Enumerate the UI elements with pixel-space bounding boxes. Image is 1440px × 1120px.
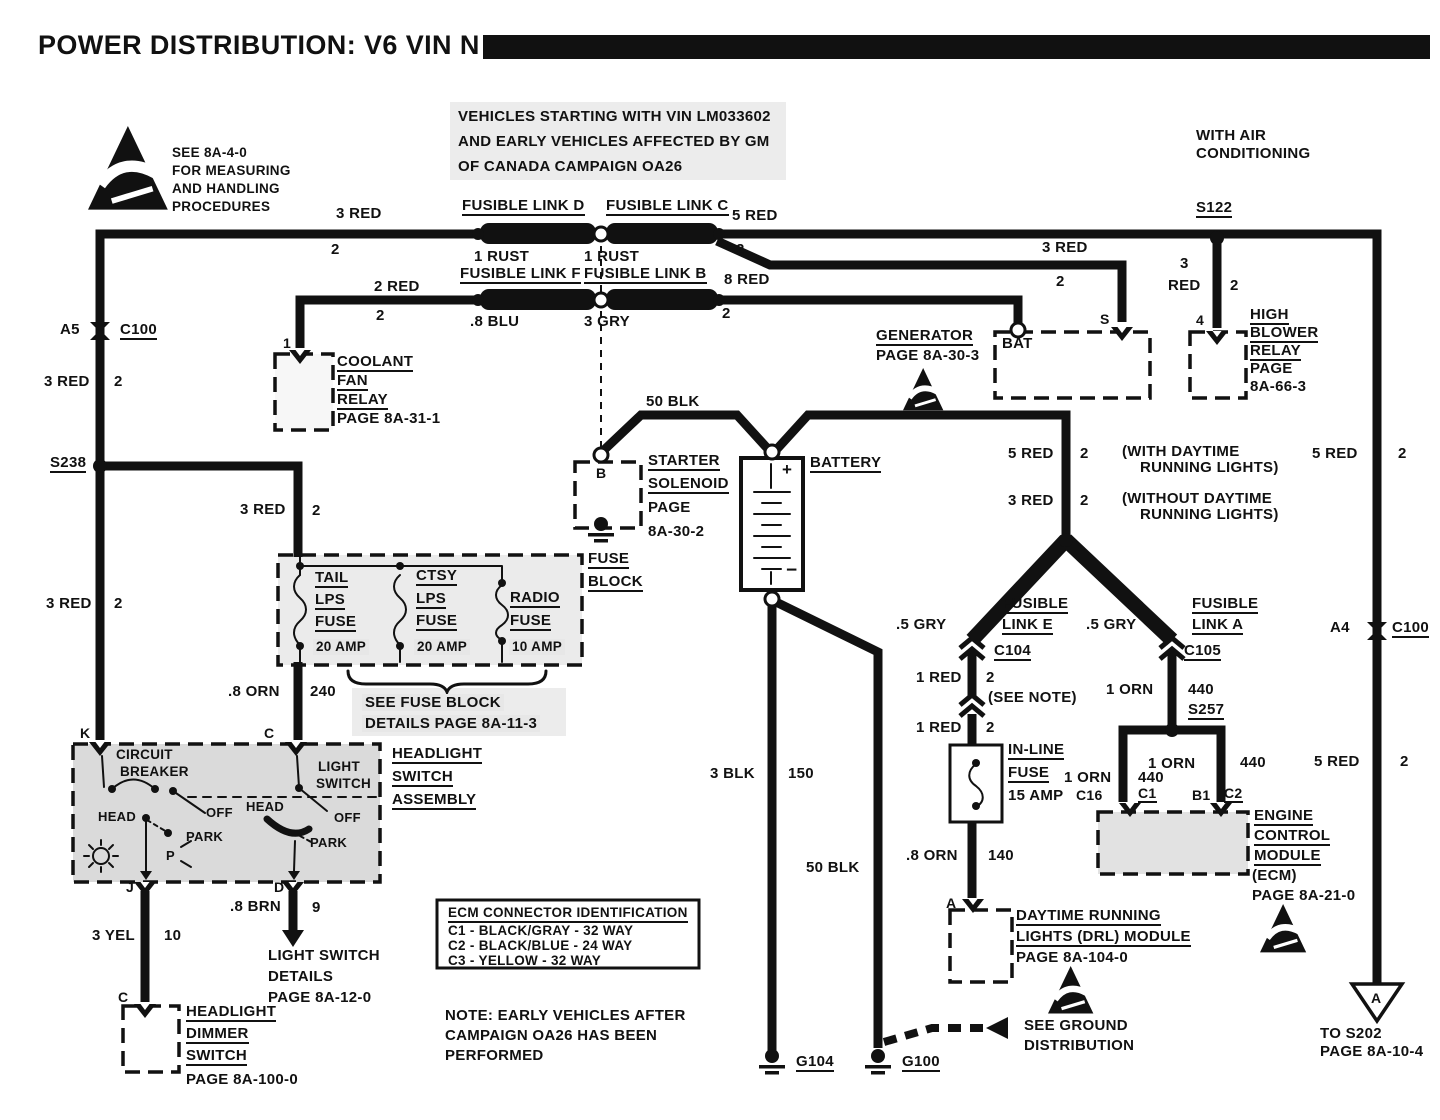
diagram-label: 2 — [986, 719, 995, 736]
diagram-label: HEAD — [246, 799, 285, 814]
diagram-label: BAT — [1002, 335, 1033, 352]
diagram-label: ASSEMBLY — [392, 792, 476, 810]
diagram-label: 2 — [312, 502, 321, 519]
diagram-label: ECM CONNECTOR IDENTIFICATION — [448, 906, 688, 923]
diagram-label: GENERATOR — [876, 328, 973, 346]
diagram-label: PAGE 8A-100-0 — [186, 1071, 298, 1088]
diagram-label: 50 BLK — [806, 859, 860, 876]
diagram-label: RUNNING LIGHTS) — [1140, 506, 1279, 523]
diagram-label: 3 — [1180, 255, 1189, 272]
diagram-label: 2 — [1400, 753, 1409, 770]
diagram-label: MODULE — [1254, 848, 1321, 866]
diagram-label: K — [80, 725, 91, 741]
diagram-label: 3 RED — [46, 595, 92, 612]
diagram-label: C1 — [1138, 786, 1157, 803]
diagram-label: CIRCUIT — [116, 747, 173, 762]
diagram-label: J — [126, 879, 135, 895]
diagram-label: PERFORMED — [445, 1047, 544, 1064]
diagram-label: 3 RED — [1008, 492, 1054, 509]
diagram-label: AND EARLY VEHICLES AFFECTED BY GM — [458, 133, 770, 150]
diagram-label: RADIO — [510, 590, 560, 608]
diagram-label: 440 — [1240, 754, 1266, 771]
diagram-label: FAN — [337, 373, 368, 391]
diagram-label: 2 — [722, 305, 731, 322]
diagram-label: C — [118, 989, 129, 1005]
diagram-label: BLOWER — [1250, 325, 1318, 343]
diagram-label: C — [264, 725, 275, 741]
diagram-label: 2 RED — [374, 278, 420, 295]
diagram-label: BATTERY — [810, 455, 881, 473]
diagram-label: 1 RUST — [584, 248, 640, 265]
diagram-label: PAGE — [1250, 360, 1293, 377]
diagram-label: 2 — [736, 241, 745, 258]
diagram-label: FUSE — [416, 613, 457, 631]
diagram-label: 5 RED — [1008, 445, 1054, 462]
diagram-label: 1 — [283, 335, 292, 351]
diagram-label: 15 AMP — [1008, 787, 1064, 804]
diagram-label: C100 — [1392, 620, 1429, 638]
diagram-label: FUSE — [1008, 765, 1049, 783]
diagram-label: LINK E — [1002, 617, 1053, 635]
diagram-label: 440 — [1138, 769, 1164, 786]
diagram-label: 9 — [312, 899, 321, 916]
diagram-label: FUSIBLE — [1192, 596, 1258, 614]
diagram-label: PAGE 8A-12-0 — [268, 989, 372, 1006]
diagram-label: (ECM) — [1252, 867, 1297, 884]
diagram-label: CAMPAIGN OA26 HAS BEEN — [445, 1027, 658, 1044]
diagram-label: OFF — [206, 805, 233, 820]
diagram-label: 2 — [1056, 273, 1065, 290]
diagram-label: 150 — [788, 765, 814, 782]
diagram-label: DETAILS PAGE 8A-11-3 — [362, 715, 540, 732]
diagram-label: DAYTIME RUNNING — [1016, 908, 1161, 926]
diagram-label: LINK A — [1192, 617, 1243, 635]
diagram-label: CONDITIONING — [1196, 145, 1311, 162]
diagram-label: .8 BRN — [230, 898, 281, 915]
diagram-label: 2 — [1080, 492, 1089, 509]
diagram-label: .8 ORN — [906, 847, 958, 864]
diagram-label: PAGE 8A-10-4 — [1320, 1043, 1424, 1060]
diagram-label: 3 RED — [1042, 239, 1088, 256]
diagram-label: DETAILS — [268, 968, 334, 985]
diagram-label: FUSIBLE LINK D — [462, 198, 585, 216]
diagram-label: PROCEDURES — [172, 199, 271, 214]
diagram-label: C104 — [994, 643, 1031, 661]
diagram-label: 2 — [331, 241, 340, 258]
diagram-label: FUSE — [510, 613, 551, 631]
diagram-label: C3 - YELLOW - 32 WAY — [448, 953, 602, 968]
diagram-label: RUNNING LIGHTS) — [1140, 459, 1279, 476]
diagram-label: SWITCH — [186, 1048, 247, 1066]
diagram-label: PAGE 8A-104-0 — [1016, 949, 1128, 966]
diagram-label: RELAY — [337, 392, 388, 410]
diagram-label: 140 — [988, 847, 1014, 864]
diagram-label: 10 — [164, 927, 182, 944]
diagram-label: D — [274, 879, 285, 895]
diagram-label: FUSIBLE LINK B — [584, 266, 707, 284]
diagram-label: PAGE — [648, 499, 691, 516]
diagram-label: BREAKER — [120, 764, 189, 779]
diagram-label: 4 — [1196, 312, 1205, 328]
diagram-label: 5 RED — [1314, 753, 1360, 770]
diagram-label: PARK — [186, 829, 224, 844]
diagram-label: S — [1100, 311, 1110, 327]
diagram-label: PARK — [310, 835, 348, 850]
diagram-label: 1 ORN — [1148, 755, 1196, 772]
diagram-label: C100 — [120, 322, 157, 340]
diagram-label: RELAY — [1250, 343, 1301, 361]
diagram-label: A4 — [1330, 619, 1350, 636]
diagram-label: OF CANADA CAMPAIGN OA26 — [458, 158, 683, 175]
diagram-label: − — [786, 560, 798, 581]
diagram-label: SEE GROUND — [1024, 1017, 1128, 1034]
diagram-label: 5 RED — [1312, 445, 1358, 462]
diagram-label: 1 RUST — [474, 248, 530, 265]
diagram-label: TAIL — [315, 570, 348, 588]
diagram-label: VEHICLES STARTING WITH VIN LM033602 — [458, 108, 771, 125]
diagram-label: .5 GRY — [896, 616, 947, 633]
diagram-label: S257 — [1188, 702, 1224, 720]
diagram-label: SWITCH — [316, 776, 372, 791]
diagram-label: CONTROL — [1254, 828, 1330, 846]
diagram-label: LIGHT SWITCH — [268, 947, 380, 964]
diagram-label: COOLANT — [337, 354, 413, 372]
diagram-label: 3 RED — [336, 205, 382, 222]
diagram-label: 2 — [114, 373, 123, 390]
diagram-label: 8 RED — [724, 271, 770, 288]
diagram-label: BLOCK — [588, 574, 643, 592]
diagram-label: 1 ORN — [1064, 769, 1112, 786]
diagram-label: 3 YEL — [92, 927, 135, 944]
diagram-label: C16 — [1076, 787, 1103, 803]
diagram-label: 1 RED — [916, 669, 962, 686]
diagram-label: HEADLIGHT — [392, 746, 482, 764]
diagram-label: .8 BLU — [470, 313, 520, 330]
diagram-label: 50 BLK — [646, 393, 700, 410]
diagram-label: FUSIBLE — [1002, 596, 1068, 614]
diagram-label: PAGE 8A-21-0 — [1252, 887, 1356, 904]
diagram-label: 240 — [310, 683, 336, 700]
diagram-label: 20 AMP — [414, 639, 470, 655]
diagram-label: 2 — [1080, 445, 1089, 462]
diagram-label: B — [596, 465, 607, 481]
diagram-label: 3 RED — [240, 501, 286, 518]
diagram-label: IN-LINE — [1008, 742, 1064, 760]
diagram-label: DIMMER — [186, 1026, 249, 1044]
diagram-label: S238 — [50, 455, 86, 473]
diagram-label: OFF — [334, 810, 361, 825]
diagram-label: FUSE — [588, 551, 629, 569]
diagram-label: 1 RED — [916, 719, 962, 736]
diagram-label: 8A-66-3 — [1250, 378, 1307, 395]
diagram-label: G100 — [902, 1054, 940, 1072]
diagram-label: CTSY — [416, 568, 457, 586]
diagram-label: A5 — [60, 321, 80, 338]
diagram-label: (WITH DAYTIME — [1122, 443, 1240, 460]
diagram-label: 3 GRY — [584, 313, 630, 330]
diagram-label: 2 — [1398, 445, 1407, 462]
diagram-label: .8 ORN — [228, 683, 280, 700]
diagram-label: LIGHT — [318, 759, 360, 774]
diagram-label: FUSE — [315, 614, 356, 632]
diagram-label: (SEE NOTE) — [988, 689, 1077, 706]
diagram-label: ENGINE — [1254, 808, 1313, 826]
diagram-label: HIGH — [1250, 307, 1289, 325]
diagram-label: 20 AMP — [313, 639, 369, 655]
diagram-label: SEE 8A-4-0 — [172, 145, 248, 160]
diagram-label: A — [946, 895, 957, 911]
diagram-label: SWITCH — [392, 769, 453, 787]
diagram-label: .5 GRY — [1086, 616, 1137, 633]
diagram-label: B1 — [1192, 787, 1211, 803]
diagram-label: P — [166, 848, 175, 863]
diagram-label: PAGE 8A-31-1 — [337, 410, 441, 427]
diagram-label: SOLENOID — [648, 476, 729, 494]
diagram-label: FOR MEASURING — [172, 163, 291, 178]
diagram-label: LIGHTS (DRL) MODULE — [1016, 929, 1191, 947]
diagram-label: FUSIBLE LINK C — [606, 198, 729, 216]
diagram-label: C1 - BLACK/GRAY - 32 WAY — [448, 923, 634, 938]
diagram-label: (WITHOUT DAYTIME — [1122, 490, 1273, 507]
diagram-label: DISTRIBUTION — [1024, 1037, 1135, 1054]
diagram-label: PAGE 8A-30-3 — [876, 347, 980, 364]
diagram-label: 1 ORN — [1106, 681, 1154, 698]
diagram-label: C2 - BLACK/BLUE - 24 WAY — [448, 938, 633, 953]
diagram-label: 10 AMP — [509, 639, 565, 655]
page-title: POWER DISTRIBUTION: V6 VIN N — [38, 30, 480, 60]
diagram-label: WITH AIR — [1196, 127, 1267, 144]
diagram-label: LPS — [416, 591, 446, 609]
diagram-label: HEADLIGHT — [186, 1004, 276, 1022]
diagram-label: 5 RED — [732, 207, 778, 224]
diagram-label: 3 RED — [44, 373, 90, 390]
diagram-label: HEAD — [98, 809, 137, 824]
diagram-label: RED — [1168, 277, 1201, 294]
diagram-label: 440 — [1188, 681, 1214, 698]
diagram-label: NOTE: EARLY VEHICLES AFTER — [445, 1007, 686, 1024]
diagram-label: SEE FUSE BLOCK — [362, 694, 504, 711]
diagram-label: S122 — [1196, 200, 1232, 218]
diagram-label: LPS — [315, 592, 345, 610]
diagram-label: 8A-30-2 — [648, 523, 705, 540]
diagram-label: TO S202 — [1320, 1025, 1382, 1042]
diagram-label: 3 BLK — [710, 765, 755, 782]
diagram-label: STARTER — [648, 453, 720, 471]
diagram-label: C105 — [1184, 643, 1221, 661]
diagram-label: FUSIBLE LINK F — [460, 266, 581, 284]
diagram-label: A — [1371, 990, 1382, 1006]
diagram-label: G104 — [796, 1054, 834, 1072]
diagram-label: + — [782, 460, 793, 479]
diagram-label: 2 — [376, 307, 385, 324]
diagram-label: 2 — [1230, 277, 1239, 294]
diagram-label: 2 — [114, 595, 123, 612]
diagram-label: C2 — [1224, 786, 1243, 803]
diagram-label: AND HANDLING — [172, 181, 280, 196]
diagram-label: 2 — [986, 669, 995, 686]
